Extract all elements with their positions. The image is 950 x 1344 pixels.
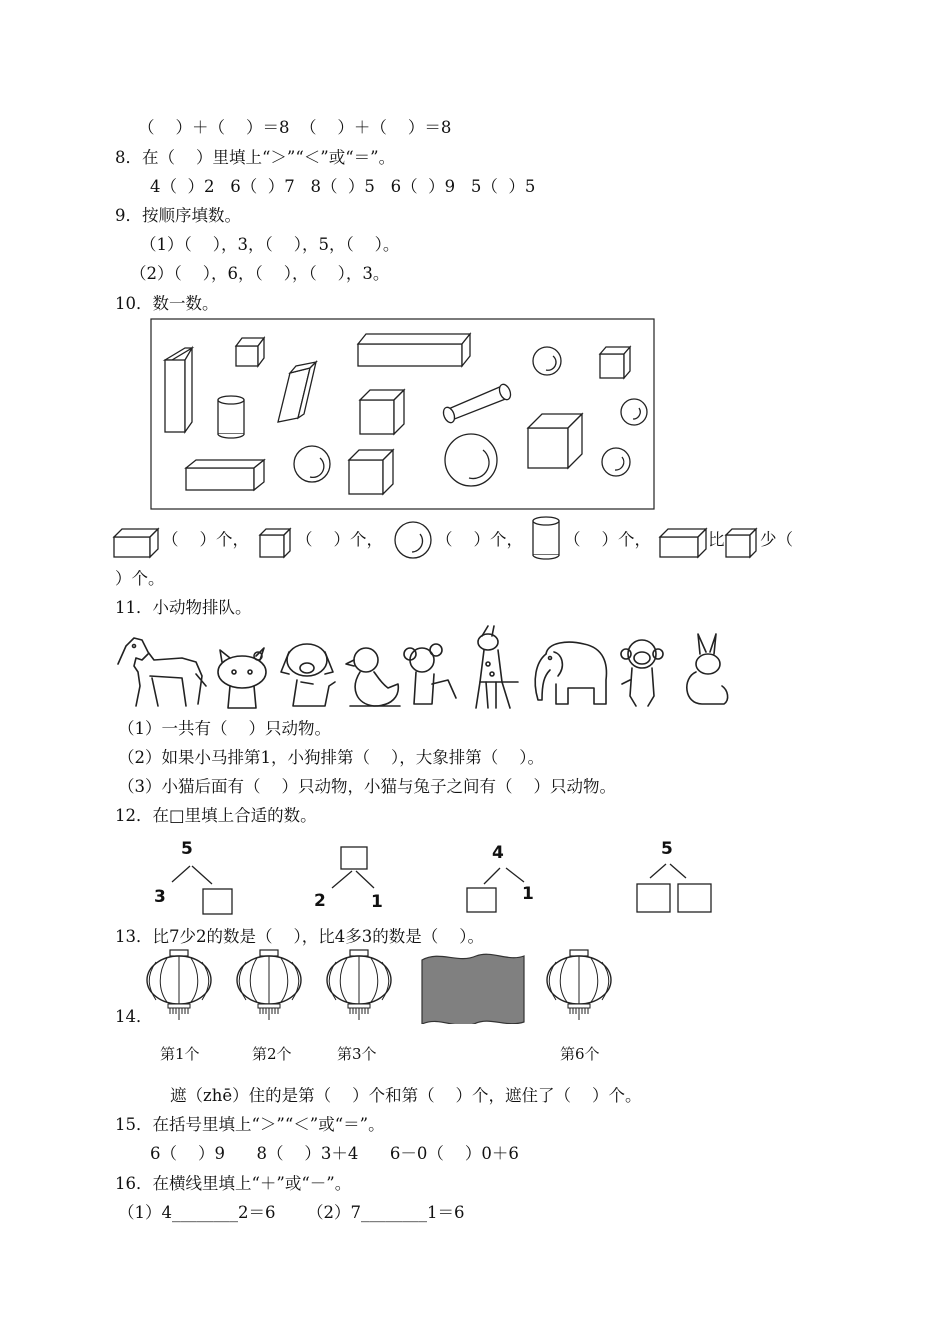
tree3-right: 1 — [522, 884, 534, 904]
question-11-part-1: （1）一共有（ ）只动物。 — [118, 719, 331, 738]
cover-cloth — [422, 954, 524, 1024]
lantern-2 — [237, 950, 301, 1020]
dog-icon — [281, 644, 335, 706]
question-10: 10．数一数。 — [115, 294, 219, 313]
duck-icon — [346, 648, 400, 706]
tree3-top: 4 — [492, 843, 504, 863]
lantern-3 — [327, 950, 391, 1020]
tree2-left: 2 — [314, 891, 326, 911]
lantern-6 — [547, 950, 611, 1020]
question-14-number: 14． — [115, 1007, 153, 1026]
equation-line: （ ）＋（ ）＝8 （ ）＋（ ）＝8 — [138, 118, 452, 137]
question-9-part-2: （2）（ ），6，（ ），（ ），3。 — [130, 264, 390, 283]
elephant-icon — [535, 642, 606, 704]
lanterns-row — [140, 948, 620, 1024]
cuboid-icon-compare — [658, 527, 708, 559]
lantern-1 — [147, 950, 211, 1020]
lantern-label-3: 第3个 — [337, 1045, 377, 1063]
question-10-continue: ）个。 — [115, 569, 165, 588]
answer-cuboid-count: （ ）个， — [162, 530, 249, 549]
lantern-label-2: 第2个 — [252, 1045, 292, 1063]
monkey-icon — [621, 640, 663, 706]
tree2-right: 1 — [371, 892, 383, 912]
question-11: 11．小动物排队。 — [115, 598, 252, 617]
animals-row — [112, 624, 737, 716]
question-15: 15．在括号里填上“＞”“＜”或“＝”。 — [115, 1115, 385, 1134]
question-16-items: （1）4________2＝6 （2）7________1＝6 — [118, 1203, 465, 1222]
question-8-items: 4（ ）2 6（ ）7 8（ ）5 6（ ）9 5（ ）5 — [150, 177, 536, 196]
compare-bi: 比 — [708, 530, 725, 549]
question-12: 12．在□里填上合适的数。 — [115, 806, 317, 825]
answer-cube-count: （ ）个， — [296, 530, 383, 549]
number-trees — [150, 838, 730, 920]
giraffe-icon — [476, 626, 518, 708]
question-11-part-2: （2）如果小马排第1，小狗排第（ ），大象排第（ ）。 — [118, 748, 544, 767]
cube-icon-compare — [724, 527, 760, 559]
horse-icon — [118, 638, 206, 706]
shapes-box — [150, 318, 656, 511]
question-16: 16．在横线里填上“＋”或“－”。 — [115, 1174, 352, 1193]
question-8: 8．在（ ）里填上“＞”“＜”或“＝”。 — [115, 148, 396, 167]
question-11-part-3: （3）小猫后面有（ ）只动物，小猫与兔子之间有（ ）只动物。 — [118, 777, 616, 796]
answer-sphere-count: （ ）个， — [436, 530, 523, 549]
cat-icon — [218, 648, 266, 708]
tree1-top: 5 — [181, 839, 193, 859]
question-13: 13．比7少2的数是（ ），比4多3的数是（ ）。 — [115, 927, 484, 946]
lantern-label-1: 第1个 — [160, 1045, 200, 1063]
tree1-left: 3 — [154, 887, 166, 907]
lantern-label-6: 第6个 — [560, 1045, 600, 1063]
rabbit-icon — [687, 634, 728, 704]
cylinder-icon — [530, 515, 562, 561]
tree4-top: 5 — [661, 839, 673, 859]
question-9: 9．按顺序填数。 — [115, 206, 241, 225]
compare-shao: 少（ — [760, 530, 793, 549]
cuboid-icon — [112, 527, 160, 559]
mouse-icon — [404, 644, 456, 704]
question-9-part-1: （1）（ ），3，（ ），5，（ ）。 — [140, 235, 400, 254]
cube-icon — [258, 527, 294, 559]
question-14-answer: 遮（zhē）住的是第（ ）个和第（ ）个，遮住了（ ）个。 — [170, 1086, 642, 1105]
sphere-icon — [392, 520, 434, 560]
answer-cylinder-count: （ ）个， — [564, 530, 651, 549]
question-15-items: 6（ ）9 8（ ）3＋4 6－0（ ）0＋6 — [150, 1144, 519, 1163]
